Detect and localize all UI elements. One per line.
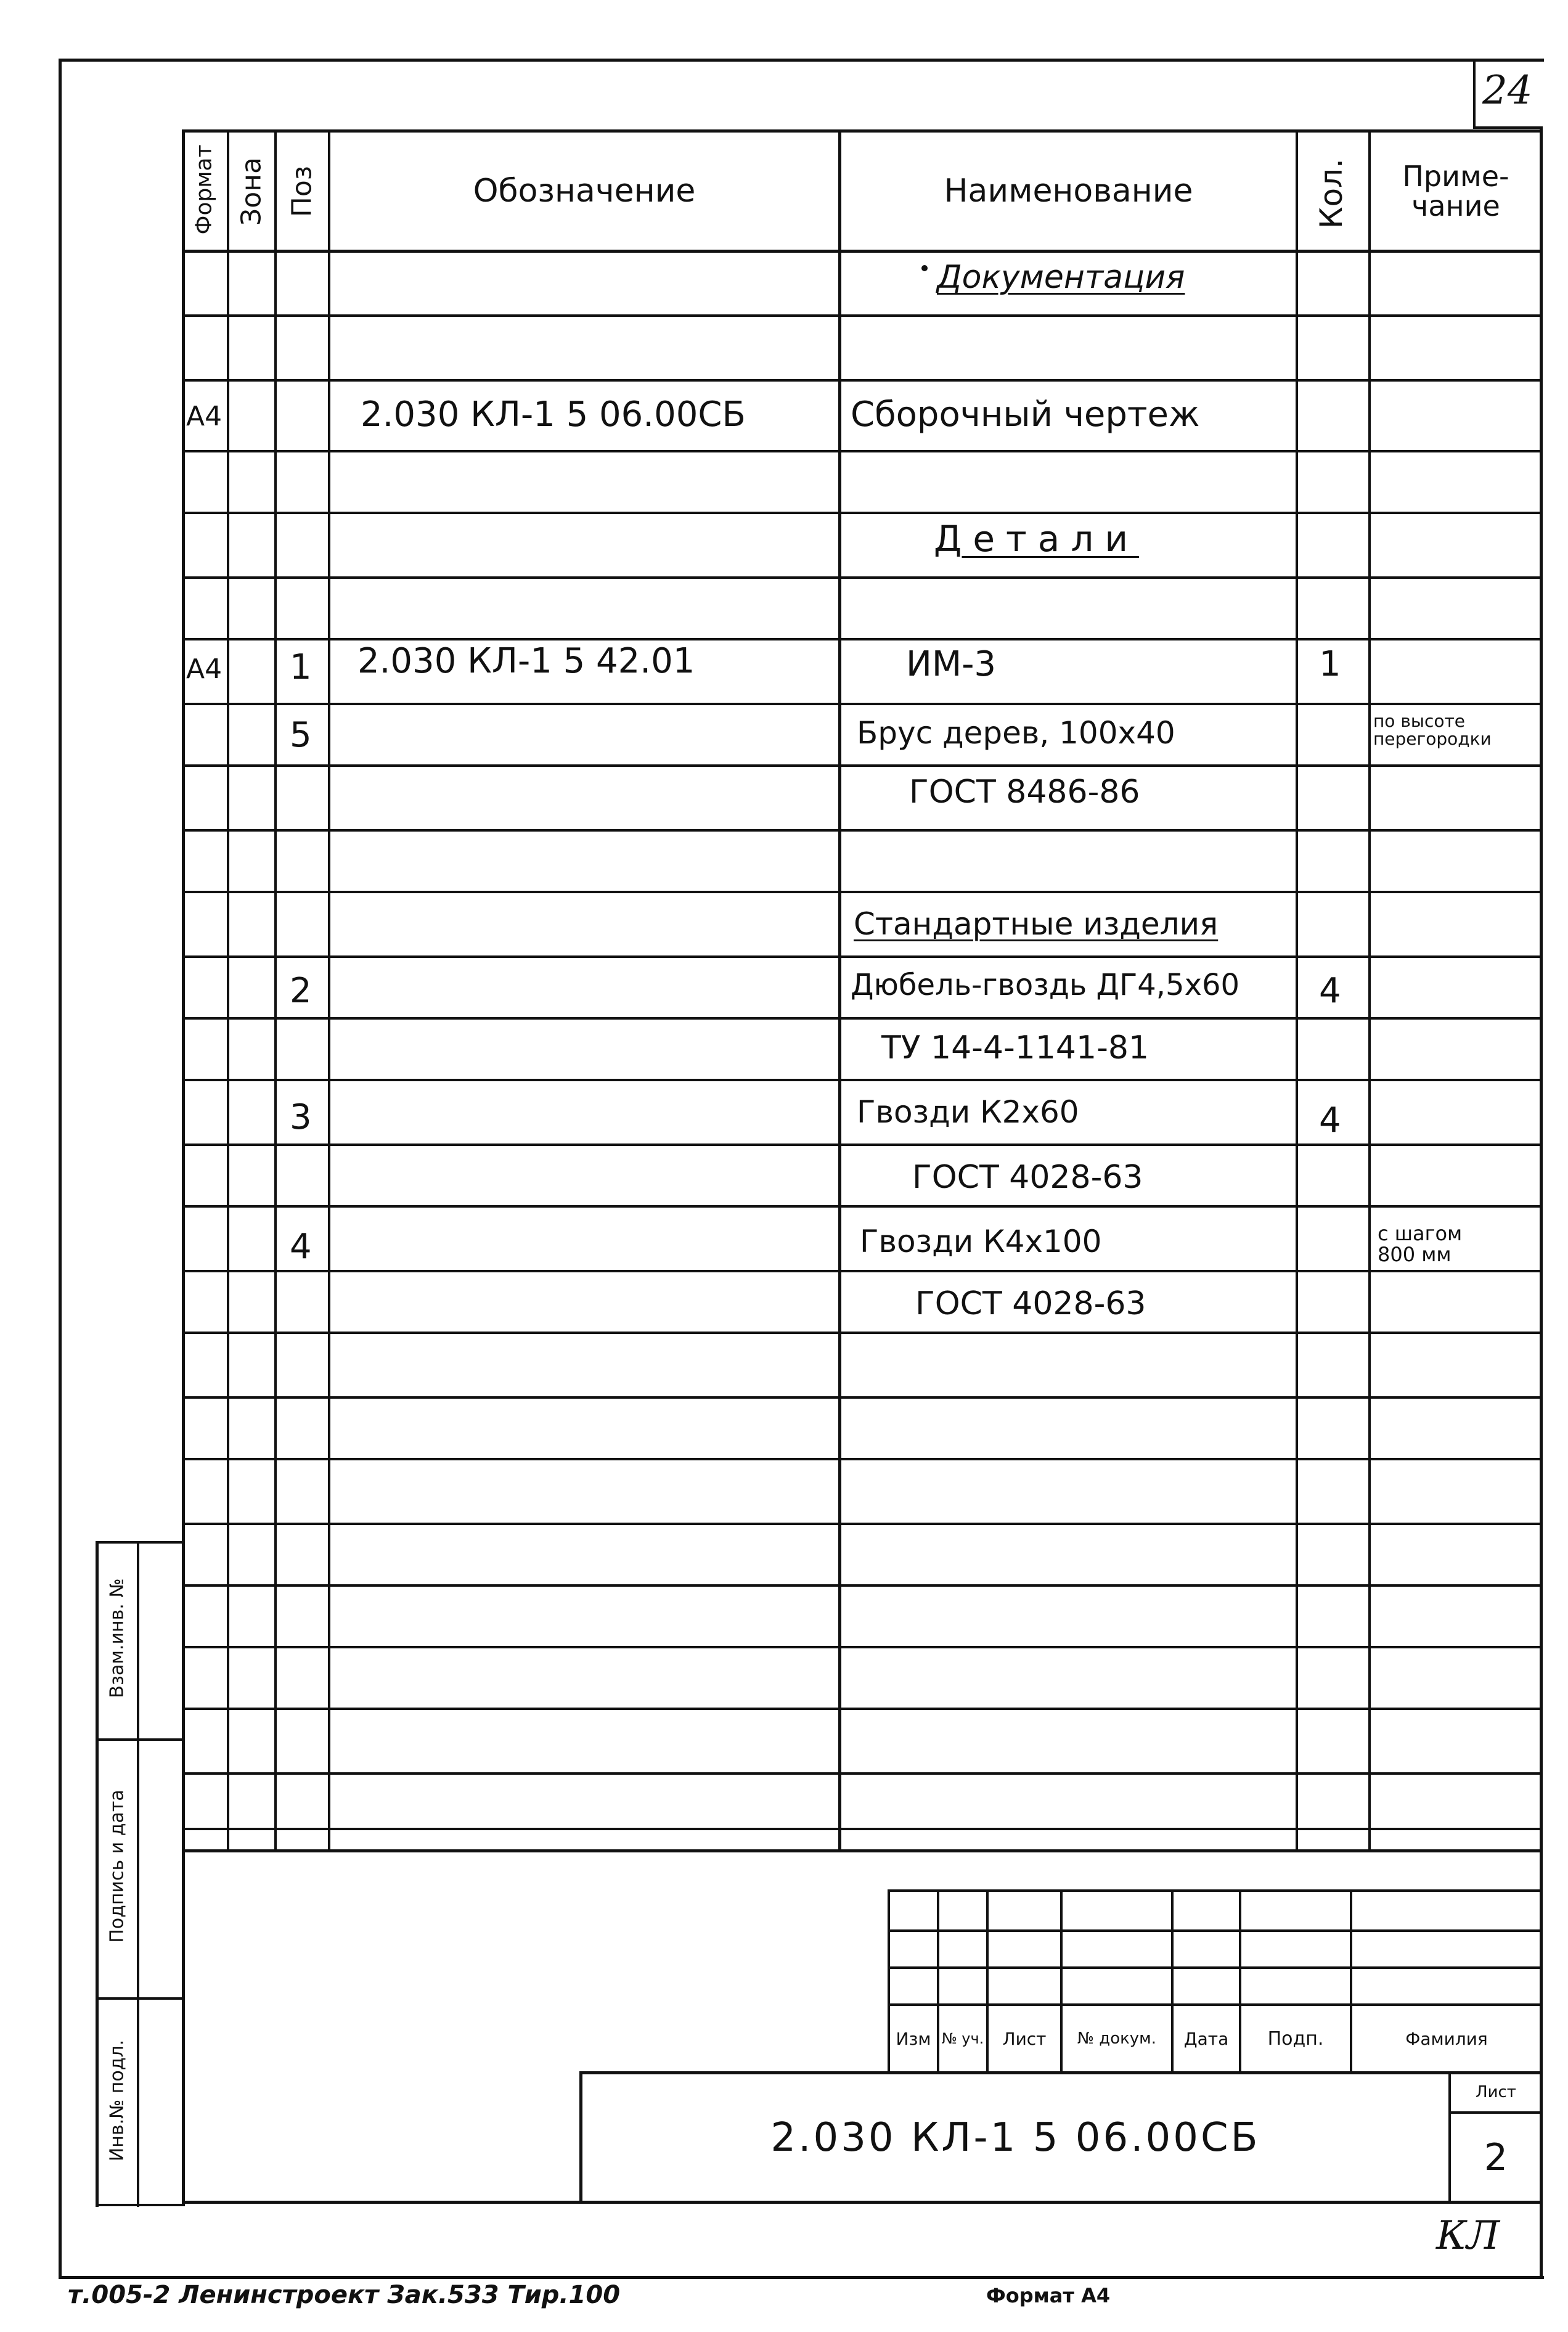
tb-col-ndokum: № докум. — [1077, 2029, 1157, 2048]
row-separator — [182, 703, 1541, 705]
row-separator — [182, 1205, 1541, 1208]
row-separator — [182, 1772, 1541, 1775]
row-pos: 3 — [290, 1097, 312, 1137]
tb-col-nuch: № уч. — [941, 2030, 984, 2047]
section-documentation: Документация — [937, 259, 1185, 296]
row-separator — [182, 379, 1541, 382]
tb-sheet-label: Лист — [1476, 2082, 1516, 2101]
row-separator — [182, 1332, 1541, 1334]
row-qty: 1 — [1319, 644, 1341, 684]
row-separator — [182, 1708, 1541, 1710]
row-note — [1378, 1224, 1462, 1265]
row-separator — [182, 1646, 1541, 1648]
row-separator — [182, 1143, 1541, 1146]
tb-col-list: Лист — [1002, 2028, 1047, 2049]
row-separator — [182, 1523, 1541, 1525]
row-separator — [182, 512, 1541, 514]
row-pos: 2 — [290, 971, 312, 1011]
section-standard-items: Стандартные изделия — [854, 906, 1219, 942]
row-name: ГОСТ 4028-63 — [915, 1285, 1146, 1322]
row-separator — [182, 1270, 1541, 1272]
row-name: Сборочный чертеж — [851, 395, 1200, 435]
row-note-line1: по высоте — [1373, 711, 1466, 731]
tb-designation: 2.030 КЛ-1 5 06.00СБ — [770, 2114, 1260, 2161]
row-qty: 4 — [1319, 1100, 1341, 1140]
sheet-corner-number: 24 — [1482, 68, 1533, 113]
row-separator — [182, 1017, 1541, 1020]
row-format: А4 — [186, 653, 223, 685]
row-separator — [182, 1584, 1541, 1587]
stamp-vz-inv: Взам.инв. № — [106, 1578, 128, 1698]
row-separator — [182, 1079, 1541, 1081]
row-pos: 1 — [290, 647, 312, 687]
tb-col-date: Дата — [1183, 2028, 1229, 2049]
section-details: Детали — [934, 518, 1140, 560]
header-zone: Зона — [235, 157, 267, 226]
row-name: ТУ 14-4-1141-81 — [881, 1029, 1149, 1066]
row-designation: 2.030 КЛ-1 5 42.01 — [357, 641, 695, 681]
row-separator — [182, 1458, 1541, 1460]
row-name: Брус дерев, 100х40 — [857, 715, 1175, 751]
row-separator — [182, 638, 1541, 640]
header-pos: Поз — [286, 165, 318, 218]
stamp-sign-date: Подпись и дата — [106, 1790, 128, 1943]
row-qty: 4 — [1319, 971, 1341, 1011]
row-separator — [182, 955, 1541, 958]
bullet-dot — [921, 265, 928, 271]
footer-format: Формат А4 — [986, 2284, 1111, 2307]
signature-mark: КЛ — [1436, 2213, 1500, 2259]
row-separator — [182, 314, 1541, 317]
row-pos: 4 — [290, 1227, 312, 1267]
tb-col-izm: Изм — [896, 2028, 931, 2049]
header-note — [1371, 133, 1541, 250]
row-name: Дюбель-гвоздь ДГ4,5х60 — [851, 968, 1240, 1002]
row-separator — [182, 576, 1541, 579]
row-separator — [182, 764, 1541, 767]
row-separator — [182, 891, 1541, 893]
row-designation: 2.030 КЛ-1 5 06.00СБ — [361, 395, 746, 435]
row-name: ИМ-3 — [906, 644, 997, 684]
row-separator — [182, 1828, 1541, 1830]
tb-col-sign: Подп. — [1267, 2027, 1324, 2050]
row-name: ГОСТ 8486-86 — [909, 774, 1140, 811]
header-format: Формат — [191, 144, 217, 235]
row-name: ГОСТ 4028-63 — [912, 1159, 1143, 1196]
stamp-inv-podl: Инв.№ подл. — [106, 2039, 128, 2162]
row-name: Гвозди К2х60 — [857, 1094, 1079, 1130]
header-name: Наименование — [944, 172, 1193, 210]
tb-sheet-number: 2 — [1484, 2135, 1508, 2179]
row-separator — [182, 450, 1541, 452]
tb-col-surname: Фамилия — [1405, 2028, 1488, 2049]
row-name: Гвозди К4х100 — [860, 1224, 1102, 1259]
footer-left: т.005-2 Ленинстроект Зак.533 Тир.100 — [68, 2281, 621, 2309]
row-separator — [182, 1396, 1541, 1399]
row-pos: 5 — [290, 715, 312, 755]
row-format: А4 — [186, 401, 223, 432]
row-note-line1: с шагом — [1378, 1222, 1463, 1245]
row-separator — [182, 829, 1541, 832]
row-note — [1373, 712, 1492, 748]
row-note-line2: перегородки — [1373, 729, 1492, 750]
row-note-line2: 800 мм — [1378, 1242, 1452, 1266]
header-note-line1: Приме- — [1402, 159, 1509, 193]
header-designation: Обозначение — [473, 172, 696, 210]
header-note-line2: чание — [1411, 189, 1500, 223]
header-qty: Кол. — [1313, 158, 1349, 229]
